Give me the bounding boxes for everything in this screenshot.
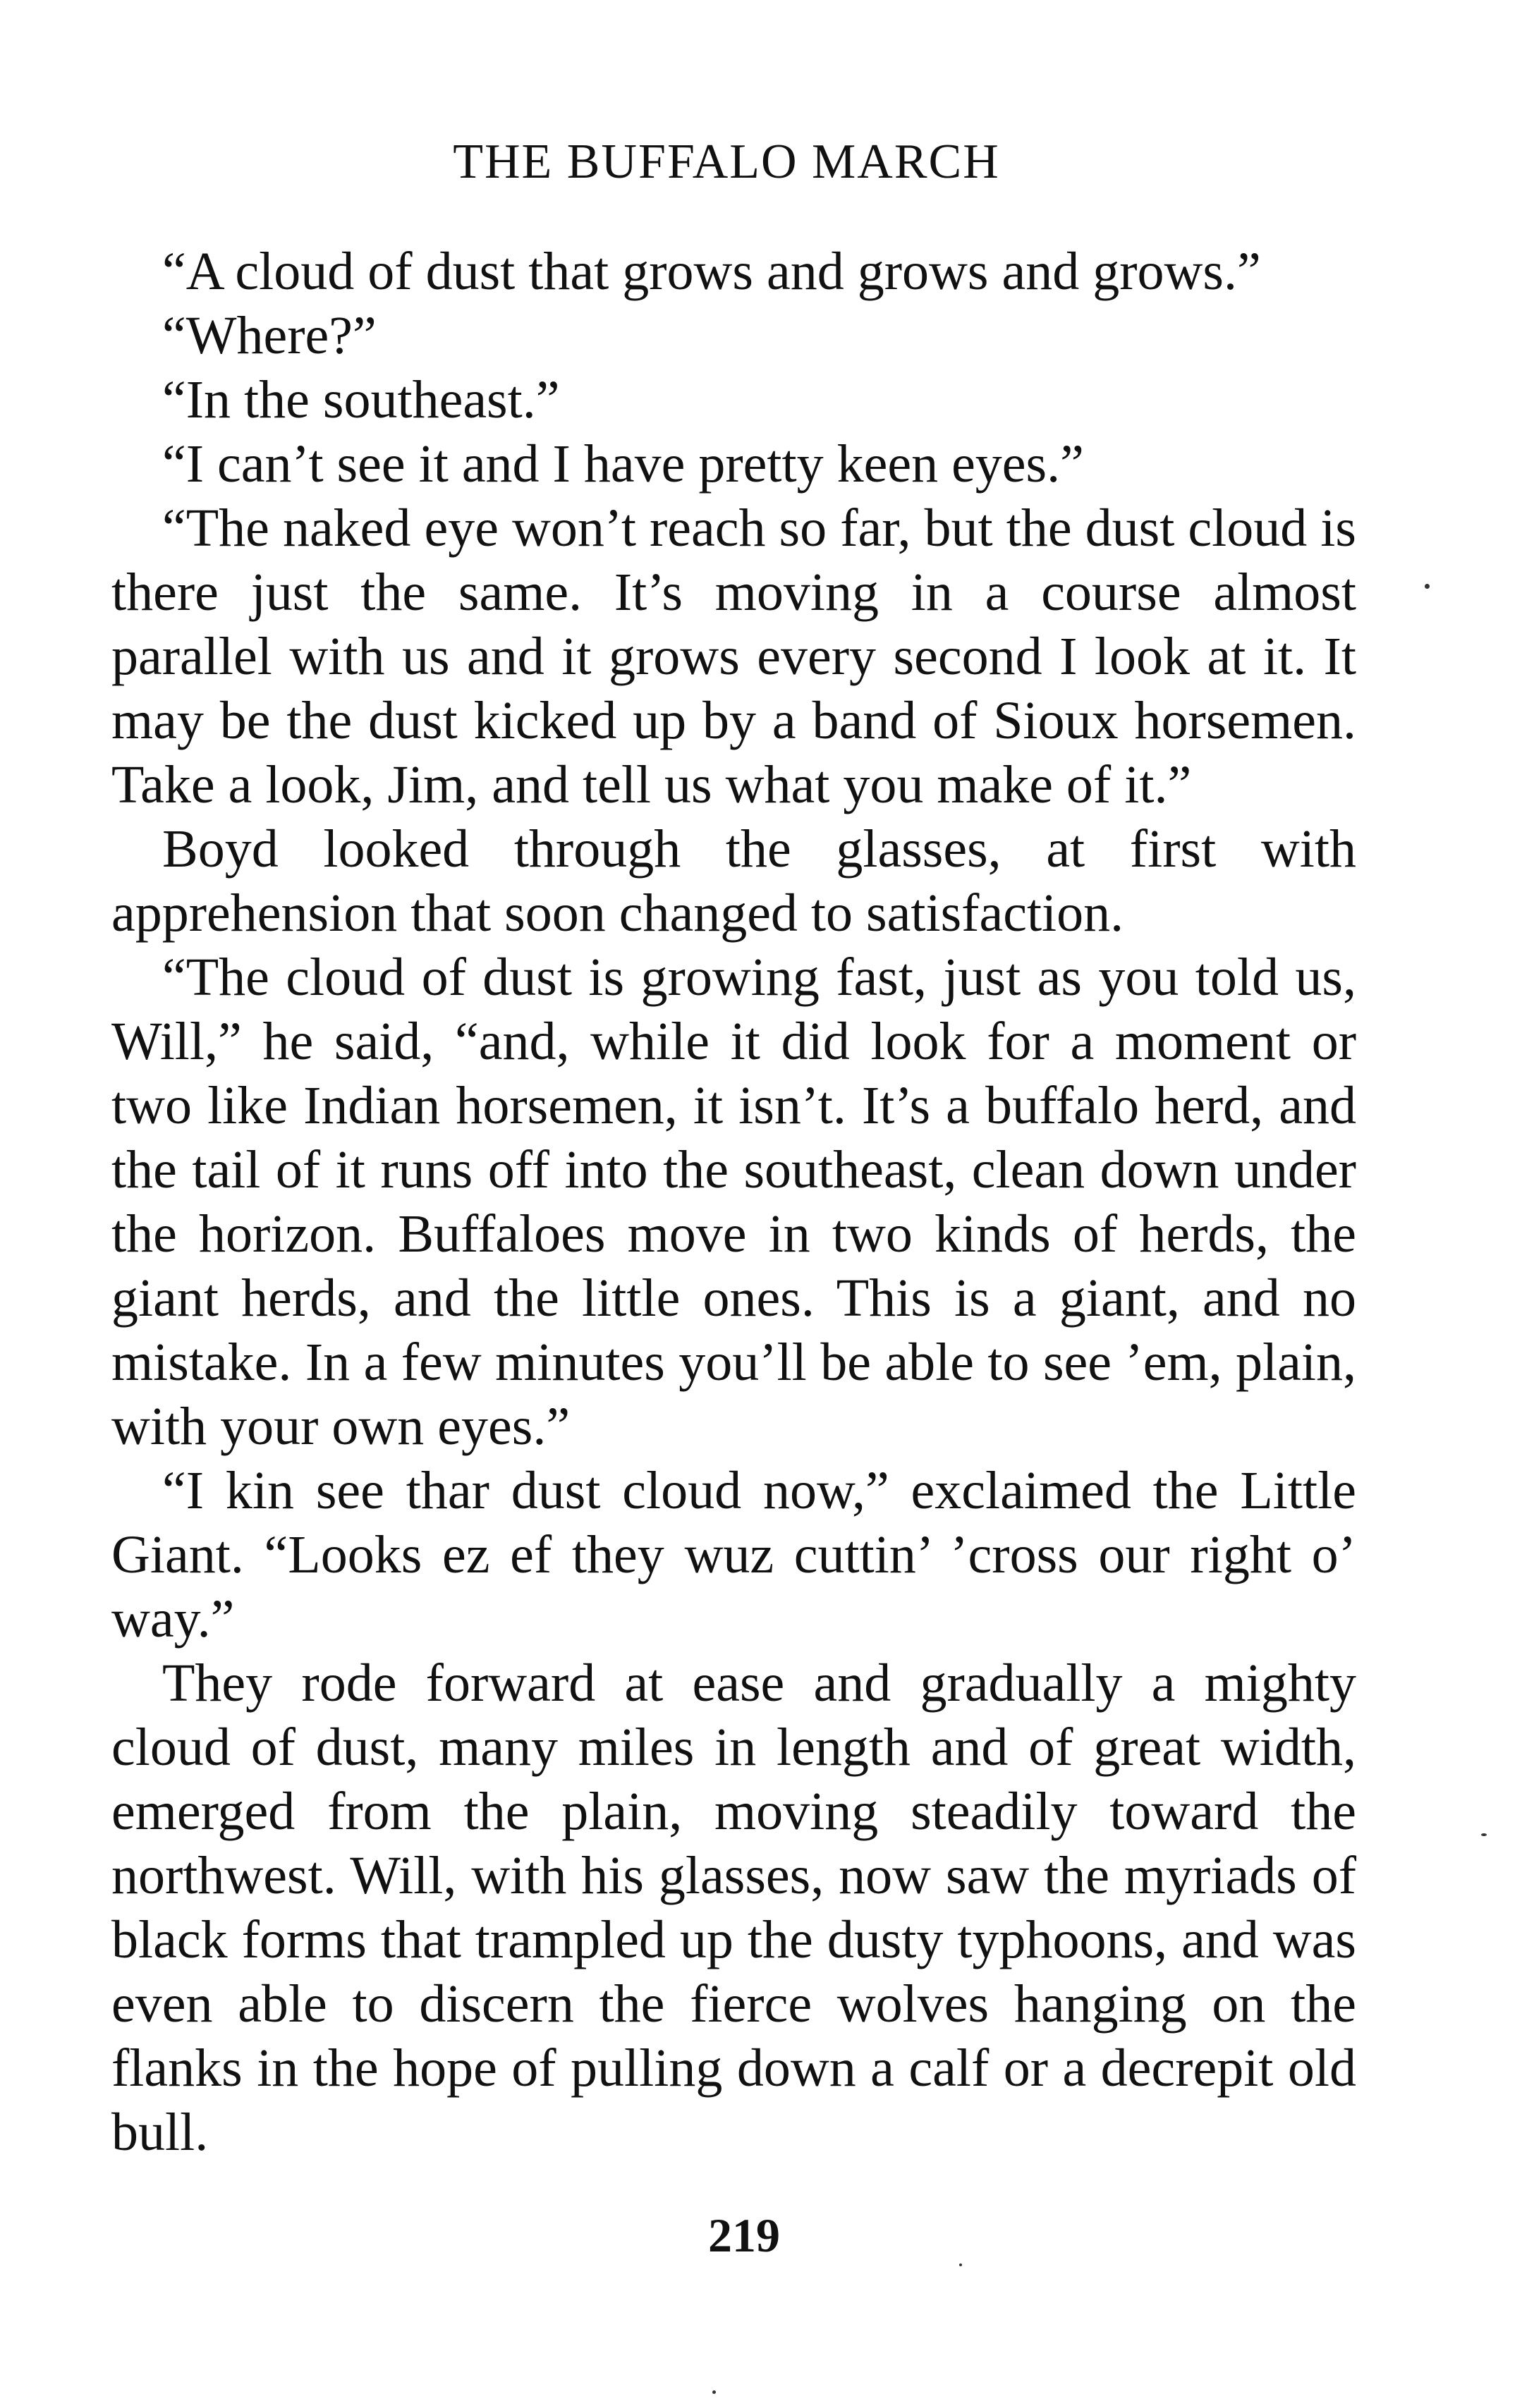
running-head: THE BUFFALO MARCH	[453, 135, 1000, 189]
print-speck	[1481, 1833, 1487, 1836]
print-speck	[959, 2263, 962, 2266]
print-speck	[712, 2390, 716, 2394]
body-text	[111, 240, 1356, 2165]
paragraph: “The cloud of dust is growing fast, just as you told us, Will,” he said, “and, while it did look for a moment or two like Indian horsemen, it isn’t. It’s a buffalo herd, and the tail of it runs off into the southeast, clean down under the horizon. Buffaloes move in two kinds of herds, the giant herds, and the little ones. This is a giant, and no mistake. In a few minutes you’ll be able to see ’em, plain, with your own eyes.”	[111, 948, 1356, 1456]
paragraph: “I can’t see it and I have pretty keen eyes.”	[162, 434, 1084, 494]
paragraph: “I kin see thar dust cloud now,” exclaimed the Little Giant. “Looks ez ef they wuz cuttin’ ’cross our right o’ way.”	[111, 1461, 1356, 1649]
paragraph: “In the southeast.”	[162, 370, 560, 429]
print-speck	[1425, 584, 1430, 589]
paragraph: “A cloud of dust that grows and grows and grows.”	[162, 242, 1261, 301]
paragraph: They rode forward at ease and gradually a mighty cloud of dust, many miles in length and of great width, emerged from the plain, moving steadily toward the northwest. Will, with his glasses, now saw the myriads of black forms that trampled up the dusty typhoons, and was even able to discern the fierce wolves hanging on the flanks in the hope of pulling down a calf or a decrepit old bull.	[111, 1654, 1356, 2162]
paragraph: “The naked eye won’t reach so far, but the dust cloud is there just the same. It’s moving in a course almost parallel with us and it grows every second I look at it. It may be the dust kicked up by a band of Sioux horsemen. Take a look, Jim, and tell us what you make of it.”	[111, 499, 1356, 814]
paragraph: Boyd looked through the glasses, at first with apprehension that soon changed to satisfaction.	[111, 819, 1356, 943]
paragraph: “Where?”	[162, 306, 377, 365]
page-number: 219	[708, 2208, 780, 2262]
